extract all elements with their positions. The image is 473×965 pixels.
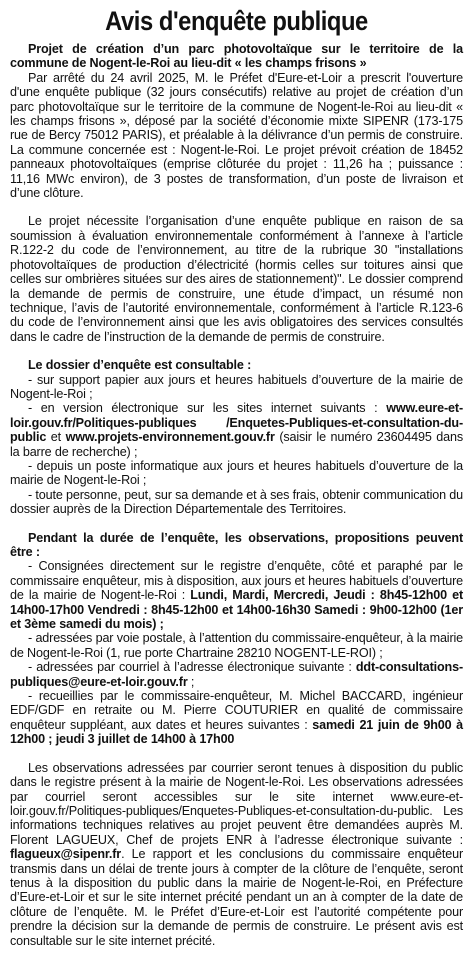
observations-item-register-hours: Lundi, Mardi, Mercredi, Jeudi : 8h45-12h00 et 14h00-17h00 Vendredi : 8h45-12h00 et 14h00-16h30 Samedi : 9h00-12h00 (1er et 3ème samedi du mois) ; (10, 588, 463, 632)
dossier-item-electronic-prefix: - en version électronique sur les sites internet suivants : (28, 401, 387, 416)
dossier-url-projets-environnement[interactable]: www.projets-environnement.gouv.fr (65, 430, 275, 445)
observations-item-email (10, 660, 463, 689)
closing-email-address[interactable]: flagueux@sipenr.fr (10, 847, 122, 862)
dossier-url-prefecture[interactable]: www.eure-et-loir.gouv.fr/Politiques-publiques /Enquetes-Publiques-et-consultation-du-public (10, 401, 463, 445)
observations-item-commissioner (10, 689, 463, 747)
closing-paragraph (10, 761, 463, 948)
project-heading: Projet de création d’un parc photovoltaïque sur le territoire de la commune de Nogent-le-Roi au lieu-dit « les champs frisons » (10, 42, 463, 71)
dossier-item-paper: - sur support papier aux jours et heures habituels d’ouverture de la mairie de Nogent-le-Roi ; (10, 372, 463, 401)
dossier-heading: Le dossier d’enquête est consultable : (28, 358, 252, 373)
observations-email-address[interactable]: ddt-consultations-publiques@eure-et-loir.gouv.fr (10, 660, 463, 689)
observations-item-register (10, 559, 463, 631)
dossier-item-request: - toute personne, peut, sur sa demande et à ses frais, obtenir communication du dossier auprès de la Direction Départementale des Territoires. (10, 487, 463, 517)
closing-text-part2: . Le rapport et les conclusions du commissaire enquêteur transmis dans un délai de trente jours à compter de la clôture de l’enquête, seront tenus à la disposition du public dans la mairie de Nogent-le-Roi, en Préfecture d’Eure-et-Loir et sur le site internet précité pendant un an à compter de la date de clôture de l’enquête. M. le Préfet d’Eure-et-Loir est l’autorité compétente pour prendre la décision sur la demande de permis de construire. Le présent avis est consultable sur le site internet précité. (10, 847, 463, 948)
dossier-item-electronic (10, 401, 463, 459)
observations-heading: Pendant la durée de l’enquête, les observations, propositions peuvent être : (10, 530, 463, 559)
observations-item-email-prefix: - adressées par courriel à l’adresse électronique suivante : (28, 660, 356, 675)
observations-item-register-text: - Consignées directement sur le registre d’enquête, côté et paraphé par le commissaire enquêteur, mis à disposition, aux jours et heures habituels d’ouverture de la mairie de Nogent-le-Roi : (10, 559, 463, 603)
observations-item-commissioner-text: - recueillies par le commissaire-enquêteur, M. Michel BACCARD, ingénieur EDF/GDF en retraite ou M. Pierre COUTURIER en qualité de commissaire enquêteur suppléant, aux dates et heures suivantes : (10, 689, 463, 732)
evaluation-paragraph: Le projet nécessite l’organisation d’une enquête publique en raison de sa soumission à évaluation environnementale conformément à l’annexe à l’article R.122-2 du code de l’environnement, au titre de la rubrique 30 "installations photovoltaïques de production d’électricité (hormis celles sur toitures ainsi que celles sur ombrières situées sur des aires de stationnement)". Le dossier comprend la demande de permis de construire, une étude d’impact, un résumé non technique, l’avis de l’autorité environnementale, conformément à l’article R.123-6 du code de l’environnement ainsi que les avis obligatoires des services consultés dans le cadre de l’instruction de la demande de permis de construire. (10, 214, 463, 344)
intro-paragraph: Par arrêté du 24 avril 2025, M. le Préfet d'Eure-et-Loir a prescrit l'ouverture d'une enquête publique (32 jours consécutifs) relative au projet de création d’un parc photovoltaïque sur le territoire de la commune de Nogent-le-Roi au lieu-dit « les champs frisons », déposé par la société d’économie mixte SIPENR (173-175 rue de Bercy 75012 PARIS), et préalable à la délivrance d’un permis de construire. La commune concernée est : Nogent-le-Roi. Le projet prévoit création de 18452 panneaux photovoltaïques (emprise clôturée du projet : 11,26 ha ; puissance : 11,16 MWc environ), de 3 postes de transformation, d’un poste de livraison et d’une clôture. (10, 70, 463, 201)
observations-item-postal: - adressées par voie postale, à l’attention du commissaire-enquêteur, à la mairie de Nogent-le-Roi (1, rue porte Chartraine 28210 NOGENT-LE-ROI) ; (10, 631, 463, 660)
dossier-item-electronic-mid: et (46, 430, 66, 445)
notice-title: Avis d'enquête publique (105, 6, 368, 36)
dossier-item-computer: - depuis un poste informatique aux jours et heures habituels d’ouverture de la mairie de Nogent-le-Roi ; (10, 458, 463, 488)
closing-text-part1: Les observations adressées par courrier seront tenues à disposition du public dans le registre présent à la mairie de Nogent-le-Roi. Les observations adressées par courriel seront accessibles sur le site internet www.eure-et-loir.gouv.fr/Politiques-publiques/Enquetes-Publiques-et-consultation-du-public. Les informations techniques relatives au projet peuvent être demandées auprès M. Florent LAGUEUX, Chef de projets ENR à l’adresse électronique suivante : (10, 760, 463, 847)
notice-body (10, 42, 463, 948)
dossier-item-electronic-suffix: (saisir le numéro 23604495 dans la barre de recherche) ; (10, 430, 464, 459)
observations-item-commissioner-dates: samedi 21 juin de 9h00 à 12h00 ; jeudi 3 juillet de 14h00 à 17h00 (10, 717, 463, 747)
observations-item-email-suffix: ; (187, 674, 195, 689)
